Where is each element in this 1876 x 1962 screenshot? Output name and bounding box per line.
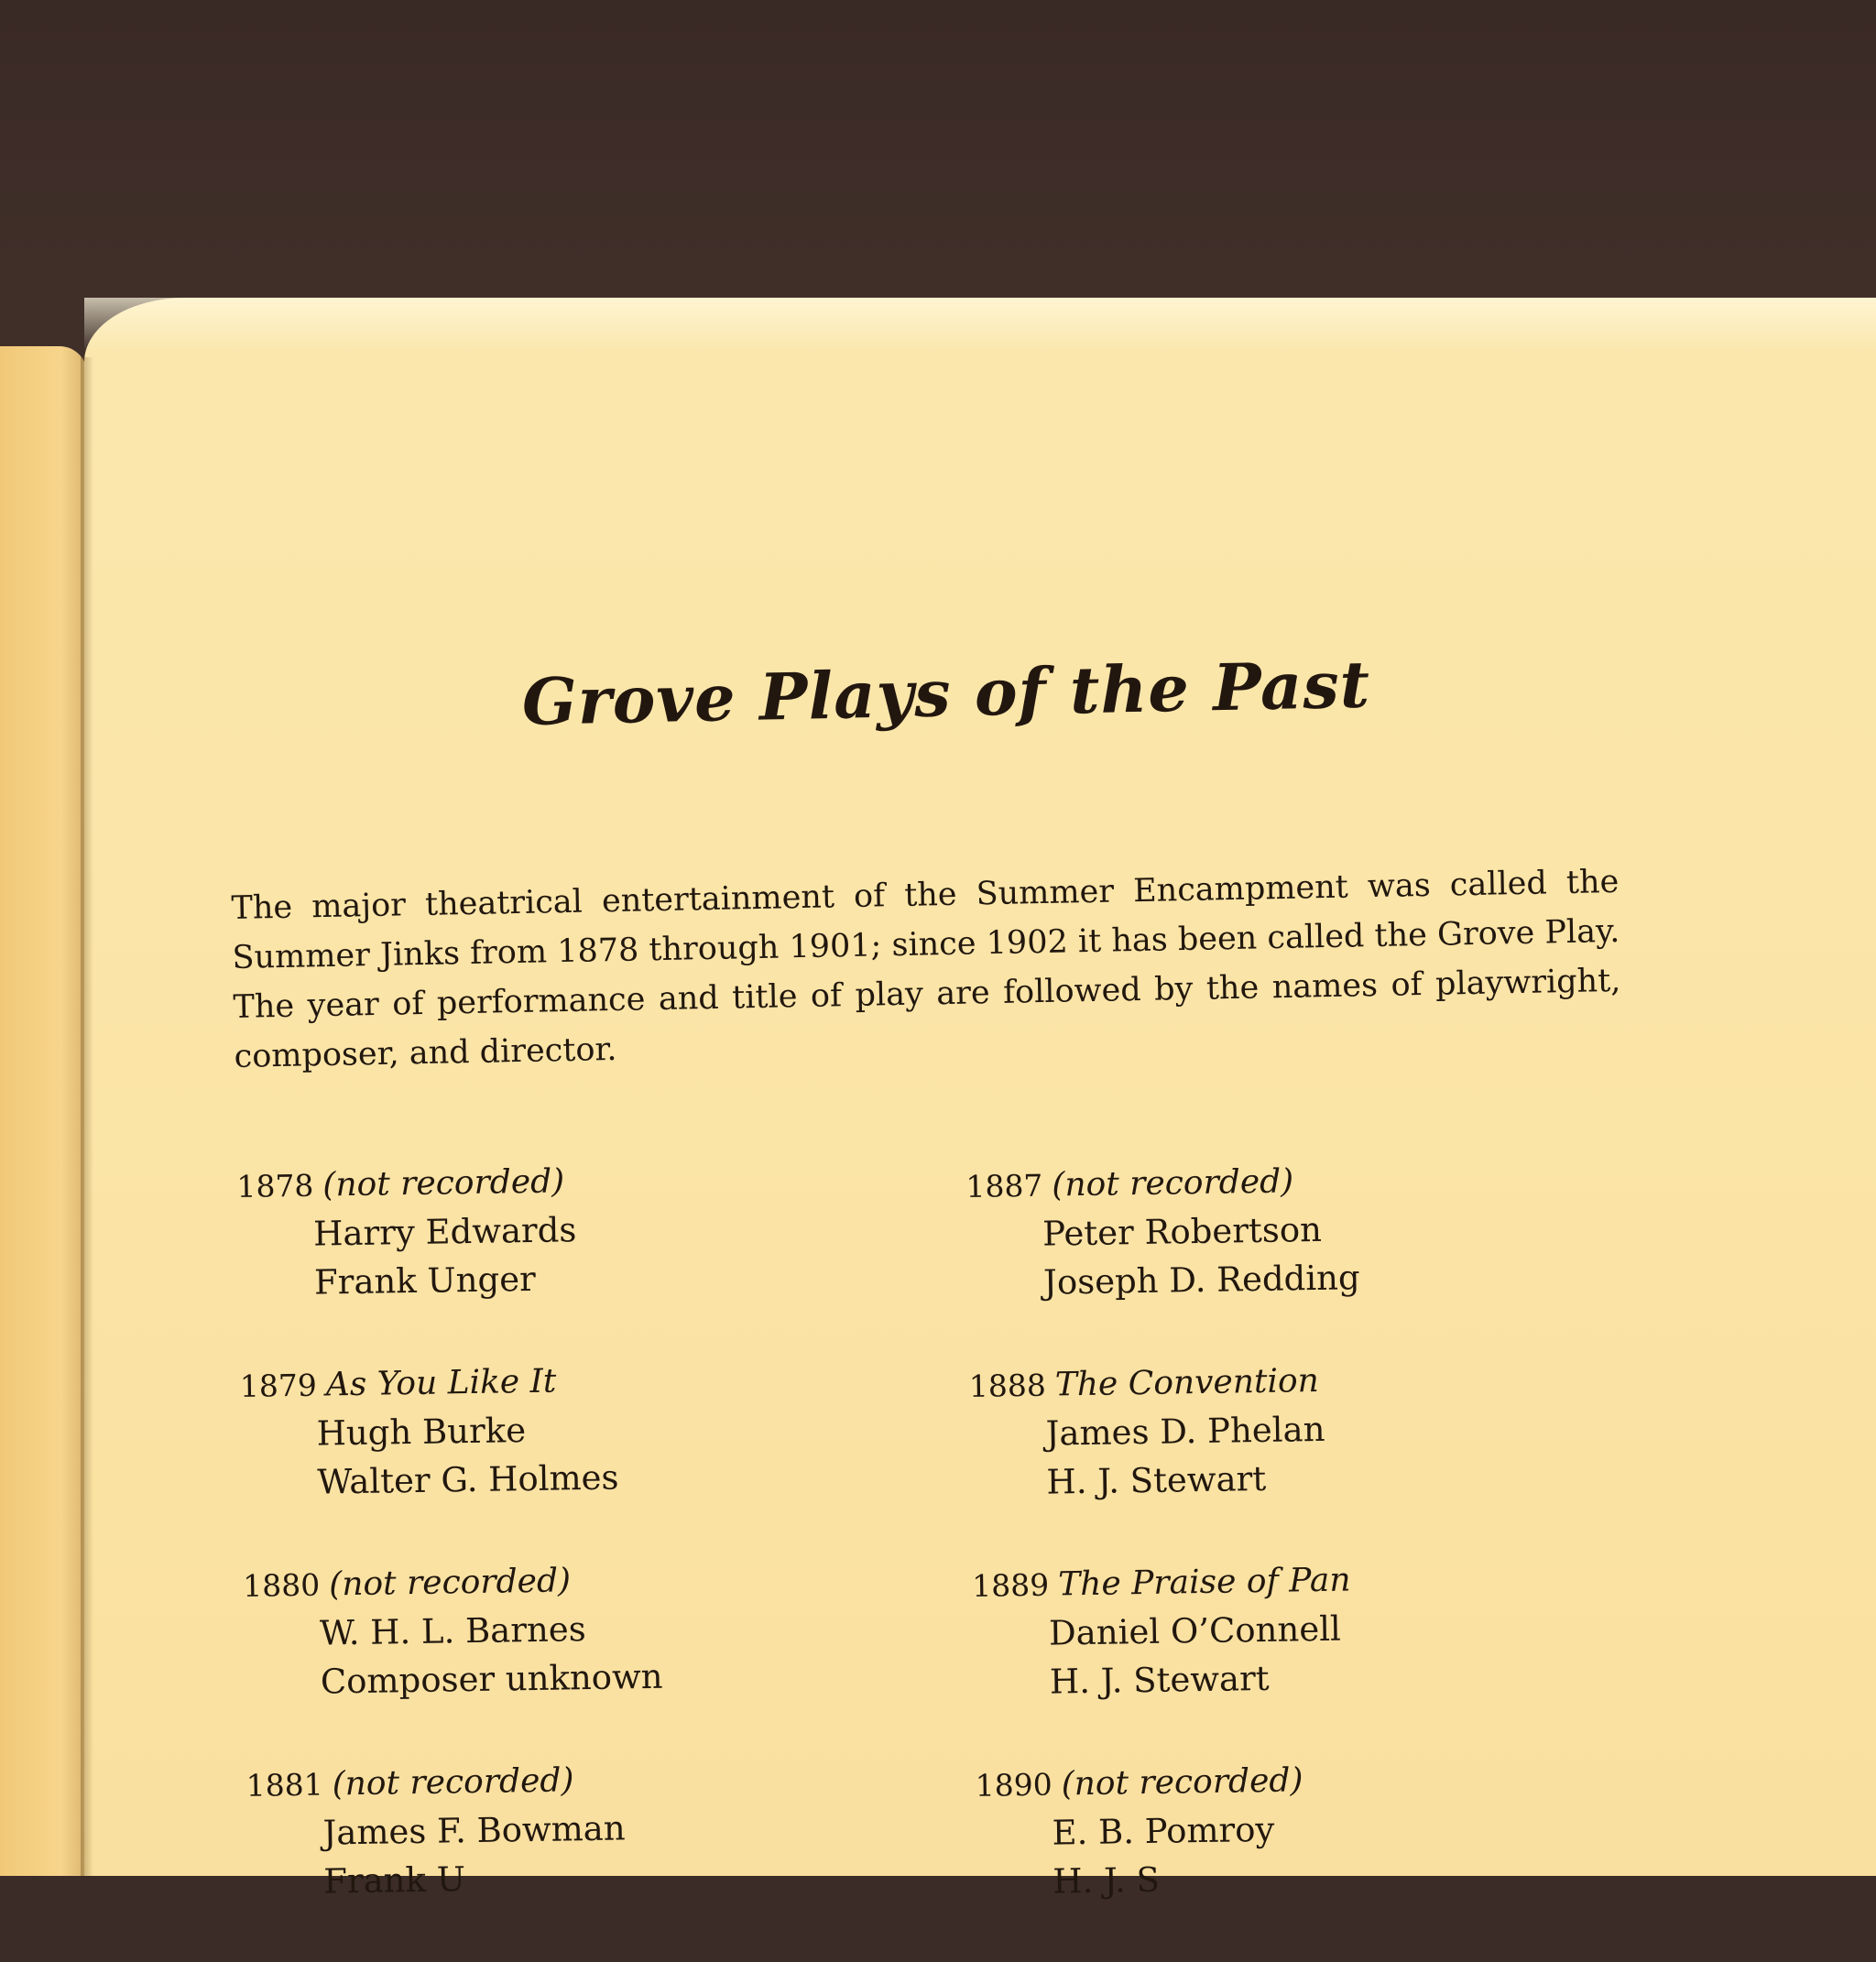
entry-title: (not recorded) [1052,1162,1294,1204]
entry-person: Frank U [322,1859,466,1902]
entry-person: Harry Edwards [312,1210,577,1254]
play-entry [239,1353,883,1563]
play-entry [245,1752,889,1962]
entry-year: 1887 [965,1167,1043,1204]
entry-title: (not recorded) [322,1162,565,1204]
entry-person: Peter Robertson [1042,1209,1323,1254]
play-entry [243,1553,887,1762]
entry-person: Joseph D. Redding [1042,1258,1360,1303]
entry-year: 1890 [975,1766,1053,1804]
entry-person: H. J. Stewart [1049,1658,1270,1702]
entry-person: Composer unknown [320,1656,663,1702]
play-entry [972,1553,1616,1762]
entry-title: As You Like It [325,1362,557,1404]
play-entry [965,1153,1609,1363]
page-title: Grove Plays of the Past [521,646,1371,740]
left-column [236,1153,890,1962]
entry-person: H. J. S [1052,1859,1161,1902]
entry-person: Frank Unger [313,1259,537,1303]
entry-year: 1879 [239,1367,318,1404]
entry-person: W. H. L. Barnes [319,1609,586,1653]
facing-page-edge [0,346,87,1876]
entry-title: (not recorded) [1061,1761,1303,1804]
entry-person: James F. Bowman [322,1808,626,1853]
entry-person: E. B. Pomroy [1052,1809,1275,1853]
book-page [84,298,1876,1902]
entry-title: The Convention [1054,1361,1320,1404]
entry-title: (not recorded) [332,1761,574,1804]
entry-title: (not recorded) [328,1562,572,1604]
intro-paragraph: The major theatrical entertainment of the Summer Encampment was called the Summer Jinks from 1878 through 1901; since 1902 it has been called the Grove Play. The year of performance and title of play are followed by the names of playwright, composer, and director. [231,863,1621,1075]
spine-shadow [81,357,93,1876]
entry-year: 1888 [968,1367,1047,1404]
entry-person: James D. Phelan [1045,1409,1325,1454]
entry-title: The Praise of Pan [1057,1561,1351,1604]
entry-year: 1880 [242,1566,321,1604]
right-column [965,1153,1620,1962]
entry-person: H. J. Stewart [1046,1458,1267,1502]
play-entry [975,1752,1619,1962]
entry-person: Daniel O’Connell [1048,1608,1342,1653]
play-entry [236,1153,880,1363]
entry-person: Walter G. Holmes [317,1457,619,1502]
play-entry [968,1353,1612,1563]
entry-person: Hugh Burke [316,1411,527,1454]
entry-year: 1889 [971,1566,1050,1604]
entry-year: 1881 [245,1766,323,1804]
entry-year: 1878 [236,1167,314,1204]
